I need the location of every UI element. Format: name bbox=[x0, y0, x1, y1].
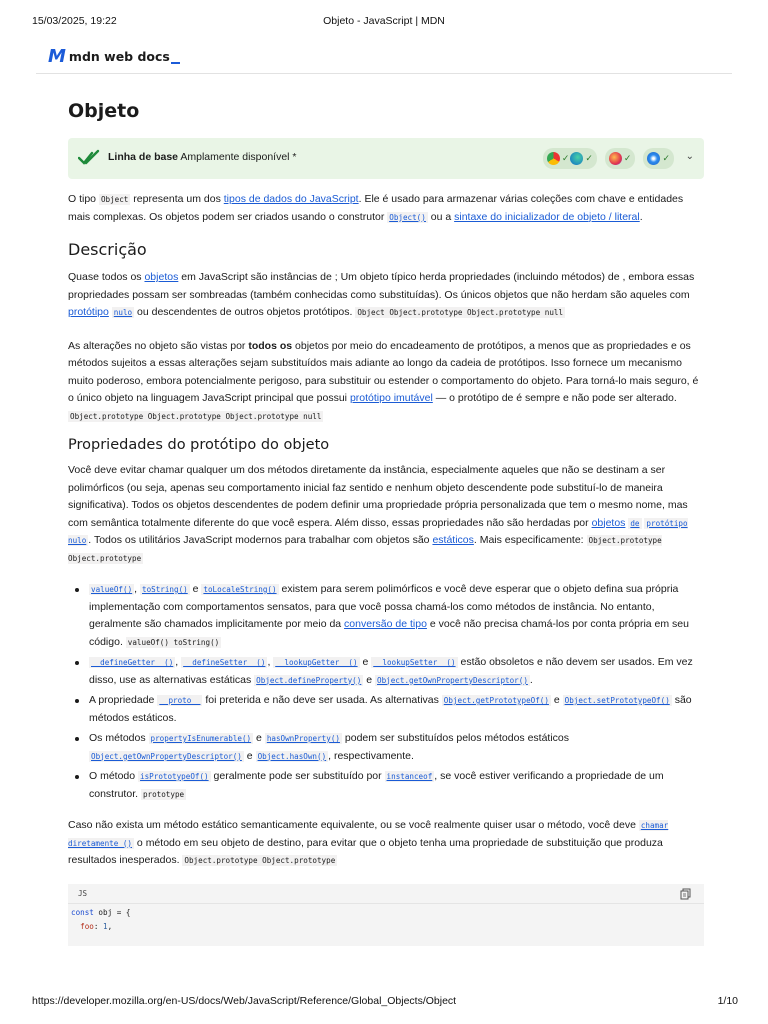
text: e você não precisa chamá-los por conta própria em seu código. bbox=[89, 618, 689, 648]
link-objetos[interactable]: objetos bbox=[144, 271, 179, 283]
code-getownpropertydescriptor[interactable]: Object.getOwnPropertyDescriptor() bbox=[377, 675, 528, 685]
link-tipos-dados[interactable]: tipos de dados do JavaScript bbox=[223, 193, 359, 205]
text: representa um dos bbox=[130, 193, 224, 205]
text: e bbox=[243, 749, 256, 762]
code-lookupsetter[interactable]: __lookupSetter__() bbox=[373, 658, 456, 667]
code-line-1 bbox=[71, 908, 130, 917]
edge-icon bbox=[570, 152, 583, 165]
logo-text: mdn web docs bbox=[68, 49, 170, 64]
browser-group-firefox bbox=[605, 148, 636, 169]
text: . Mais especificamente: bbox=[473, 534, 587, 546]
text: A propriedade bbox=[89, 694, 158, 706]
browser-support bbox=[543, 148, 674, 169]
code-divider bbox=[68, 903, 704, 904]
code-inline: Object.prototype Object.prototype bbox=[184, 856, 336, 865]
print-doc-title: Objeto - JavaScript | MDN bbox=[323, 15, 445, 27]
text: estão obsoletos e não devem ser usados. Em vez disso, use as alternativas estáticas bbox=[89, 656, 693, 686]
propriedades-paragraph-2 bbox=[68, 817, 704, 870]
baseline-label: Linha de base bbox=[108, 151, 179, 163]
copy-icon[interactable] bbox=[680, 888, 692, 900]
bullet-icon bbox=[75, 588, 79, 592]
code-valueof[interactable]: valueOf() bbox=[91, 585, 133, 594]
code-number: 1 bbox=[103, 921, 108, 931]
baseline-check-icon bbox=[78, 149, 100, 167]
text: e bbox=[550, 694, 563, 706]
text: ou descendentes de outros objetos protótipos. bbox=[134, 306, 356, 318]
bullet-icon bbox=[75, 699, 79, 703]
bullet-icon bbox=[75, 661, 79, 665]
text: . bbox=[529, 673, 533, 686]
list-item bbox=[72, 730, 704, 765]
browser-group-safari bbox=[643, 148, 674, 169]
heading-descricao: Descrição bbox=[68, 240, 147, 259]
text: — o protótipo de é sempre e não pode ser alterado. bbox=[432, 392, 677, 404]
bullet-icon bbox=[75, 775, 79, 779]
text: e bbox=[253, 732, 265, 744]
code-text: : bbox=[93, 921, 104, 931]
link-estaticos[interactable]: estáticos bbox=[432, 534, 474, 546]
code-isprototypeof[interactable]: isPrototypeOf() bbox=[140, 772, 209, 781]
text: o método em seu objeto de destino, para evitar que o objeto tenha uma propriedade de substituição que produza resultados inesperados. bbox=[68, 836, 663, 866]
code-lookupgetter[interactable]: __lookupGetter__() bbox=[275, 658, 358, 667]
text: Quase todos os bbox=[68, 271, 145, 283]
code-setprototypeof[interactable]: Object.setPrototypeOf() bbox=[564, 696, 670, 705]
print-page-number: 1/10 bbox=[717, 995, 738, 1007]
code-hasown[interactable]: Object.hasOwn() bbox=[257, 751, 327, 761]
list-item bbox=[72, 692, 704, 727]
code-definegetter[interactable]: __defineGetter__() bbox=[91, 658, 174, 667]
baseline-banner[interactable] bbox=[68, 138, 704, 179]
code-text: obj = { bbox=[93, 907, 131, 917]
link-inicializador[interactable]: sintaxe do inicializador de objeto / literal bbox=[454, 210, 640, 223]
link-objetos-2[interactable]: objetos bbox=[591, 516, 626, 529]
print-url: https://developer.mozilla.org/en-US/docs/Web/JavaScript/Reference/Global_Objects/Object bbox=[32, 995, 457, 1007]
chevron-down-icon[interactable]: ⌄ bbox=[685, 151, 694, 162]
text: . Ele é usado para armazenar várias coleções com chave e entidades mais complexas. Os objetos podem ser criados usando o construtor bbox=[68, 193, 684, 223]
code-de[interactable]: de bbox=[630, 518, 640, 528]
descricao-paragraph-1 bbox=[68, 269, 704, 322]
link-conversao-tipo[interactable]: conversão de tipo bbox=[344, 618, 427, 630]
code-inline: Object.prototype Object.prototype Object.prototype null bbox=[70, 411, 322, 421]
mdn-m-icon: M bbox=[48, 46, 65, 67]
propriedades-paragraph-1 bbox=[68, 462, 704, 567]
logo-cursor-icon bbox=[171, 62, 180, 64]
method-list bbox=[72, 581, 704, 803]
code-proto[interactable]: __proto__ bbox=[159, 696, 201, 705]
list-item bbox=[72, 654, 704, 689]
text: objetos por meio do encadeamento de protótipos, a menos que as propriedades e os métodos sujeitos a essas alterações sejam substituídos mais adiante ao longo da cadeia de protótipos. Isso fornece um mecanismo muito poderoso, embora potencialmente perigoso, para substituir ou estender o comportamento do objeto. Para torná-lo mais seguro, é o único objeto na linguagem JavaScript principal que possui bbox=[68, 339, 699, 404]
code-object-constructor: Object() bbox=[389, 212, 426, 222]
code-example bbox=[68, 884, 704, 946]
check-icon: ✓ bbox=[585, 153, 593, 163]
list-item bbox=[72, 768, 704, 803]
text: , se você estiver verificando a propriedade de um construtor. bbox=[89, 770, 664, 800]
baseline-text bbox=[108, 151, 297, 163]
code-keyword: const bbox=[71, 907, 94, 917]
code-inline: valueOf() toString() bbox=[127, 637, 220, 647]
code-tolocalestring[interactable]: toLocaleString() bbox=[203, 585, 277, 594]
code-getprototypeof[interactable]: Object.getPrototypeOf() bbox=[443, 696, 549, 705]
text: , respectivamente. bbox=[328, 749, 414, 762]
heading-propriedades: Propriedades do protótipo do objeto bbox=[68, 437, 330, 453]
code-prototipo-nulo[interactable]: protótipo nulo bbox=[68, 518, 688, 545]
text: são métodos estáticos. bbox=[89, 694, 692, 724]
descricao-paragraph-2 bbox=[68, 338, 704, 426]
code-hasownproperty[interactable]: hasOwnProperty() bbox=[266, 734, 340, 743]
text: . bbox=[639, 210, 643, 223]
text: , bbox=[267, 656, 274, 668]
text: O método bbox=[89, 770, 139, 782]
mdn-logo[interactable] bbox=[48, 46, 180, 67]
print-footer bbox=[32, 995, 738, 1009]
text: e bbox=[363, 673, 376, 686]
text: existem para serem polimórficos e você deve esperar que o objeto defina sua própria implementação com comportamentos sensatos, para que você possa chamá-los como métodos de instância. No entanto, geralmente são chamados implicitamente por meio da bbox=[89, 583, 679, 630]
safari-icon bbox=[647, 152, 660, 165]
code-inline: Object Object.prototype Object.prototype null bbox=[357, 308, 564, 317]
baseline-status: Amplamente disponível * bbox=[180, 151, 297, 163]
list-item bbox=[72, 581, 704, 651]
text: Os métodos bbox=[89, 732, 149, 744]
text: podem ser substituídos pelos métodos estáticos bbox=[341, 732, 570, 744]
intro-paragraph bbox=[68, 191, 704, 226]
code-text: , bbox=[107, 921, 113, 931]
code-definesetter[interactable]: __defineSetter__() bbox=[183, 658, 266, 667]
check-icon: ✓ bbox=[623, 153, 632, 163]
check-icon: ✓ bbox=[561, 153, 570, 163]
main-content bbox=[68, 100, 704, 946]
text: As alterações no objeto são vistas por bbox=[68, 339, 249, 352]
text: Caso não exista um método estático semanticamente equivalente, ou se você realmente quiser usar o método, você deve bbox=[68, 819, 639, 831]
code-inline: prototype bbox=[142, 789, 185, 799]
code-object: Object bbox=[100, 195, 129, 204]
link-object-constructor[interactable] bbox=[387, 211, 428, 223]
code-getownpropertydescriptor-2[interactable]: Object.getOwnPropertyDescriptor() bbox=[91, 751, 242, 761]
bullet-icon bbox=[75, 737, 79, 741]
text: foi preterida e não deve ser usada. As alternativas bbox=[202, 694, 442, 706]
code-language: JS bbox=[78, 888, 88, 898]
code-inline: Object.prototype Object.prototype bbox=[68, 536, 662, 563]
text: , bbox=[175, 656, 182, 668]
link-prototipo-imutavel[interactable]: protótipo imutável bbox=[349, 392, 433, 404]
code-instanceof[interactable]: instanceof bbox=[386, 772, 433, 781]
browser-group-chrome-edge bbox=[543, 148, 597, 169]
chrome-icon bbox=[547, 152, 560, 165]
text: Você deve evitar chamar qualquer um dos métodos diretamente da instância, especialmente aqueles que não se destinam a ser polimórficos (ou seja, apenas seu comportamento inicial faz sentido e nenhum objeto descendente pode substituí-lo de maneira significativa). Todos os objetos descendentes de podem definir uma propriedade própria personalizada que tem o mesmo nome, mas com semântica totalmente diferente do que você espera. Além disso, essas propriedades não são herdadas por bbox=[68, 464, 688, 529]
text: , bbox=[134, 583, 140, 595]
text: em JavaScript são instâncias de ; Um objeto típico herda propriedades (incluindo métodos) de , embora essas propriedades possam ser sombreadas (também conhecidas como substituídas). Os únicos objetos que não herdam são aqueles com bbox=[68, 271, 695, 301]
print-header bbox=[32, 15, 736, 29]
code-defineproperty[interactable]: Object.defineProperty() bbox=[256, 675, 362, 685]
text: e bbox=[359, 656, 372, 668]
text-bold: todos os bbox=[248, 339, 293, 352]
code-tostring[interactable]: toString() bbox=[142, 585, 188, 594]
page-title: Objeto bbox=[68, 100, 140, 122]
code-nulo[interactable]: nulo bbox=[113, 308, 133, 317]
check-icon: ✓ bbox=[662, 153, 670, 163]
code-chamar-diretamente[interactable]: chamar diretamente () bbox=[68, 821, 669, 848]
code-propertyisenumerable[interactable]: propertyIsEnumerable() bbox=[150, 734, 252, 743]
text: ou a bbox=[427, 210, 455, 223]
text: O tipo bbox=[68, 193, 99, 205]
text: e bbox=[189, 583, 202, 595]
print-datetime: 15/03/2025, 19:22 bbox=[32, 15, 117, 27]
text: geralmente pode ser substituído por bbox=[210, 770, 385, 782]
mdn-header bbox=[36, 40, 732, 74]
code-property: foo bbox=[80, 921, 94, 931]
code-line-2 bbox=[71, 922, 112, 931]
firefox-icon bbox=[609, 152, 622, 165]
text: . Todos os utilitários JavaScript modernos para trabalhar com objetos são bbox=[88, 534, 433, 546]
link-prototipo[interactable]: protótipo bbox=[68, 306, 109, 318]
